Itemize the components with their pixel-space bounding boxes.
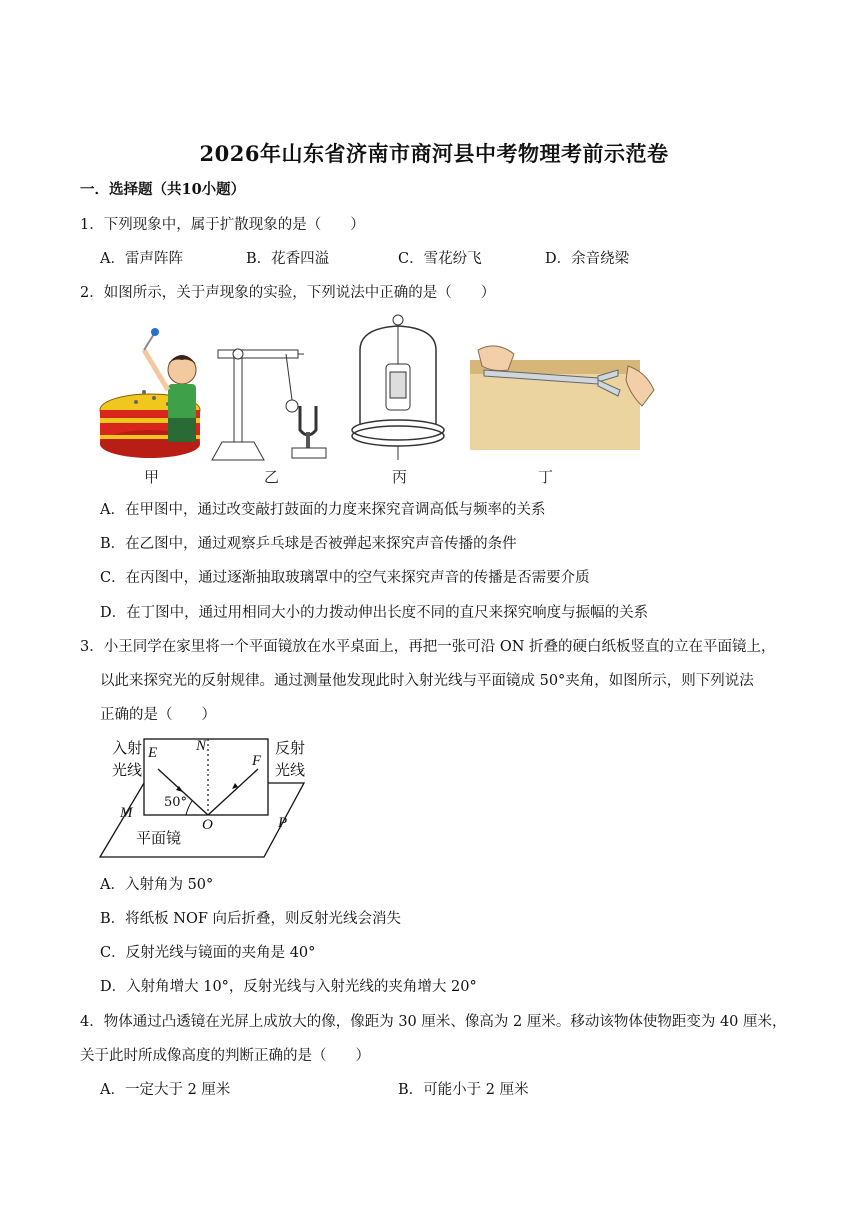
q2-option-a[interactable]: A．在甲图中，通过改变敲打鼓面的力度来探究音调高低与频率的关系: [100, 502, 546, 518]
q1-option-a[interactable]: A．雷声阵阵: [100, 251, 183, 267]
q1-option-c[interactable]: C．雪花纷飞: [398, 251, 482, 267]
label-o: O: [202, 817, 213, 833]
question-3-stem-line-1: 3．小王同学在家里将一个平面镜放在水平桌面上，再把一张可沿 ON 折叠的硬白纸板竖直的立在平面镜上，: [80, 639, 776, 655]
fig-label-yi: 乙: [264, 468, 280, 486]
q4-option-a[interactable]: A．一定大于 2 厘米: [100, 1082, 231, 1098]
q4-option-b[interactable]: B．可能小于 2 厘米: [398, 1082, 529, 1098]
label-p: P: [278, 815, 288, 831]
reflected-ray-label-2: 光线: [275, 761, 306, 779]
q3-option-b[interactable]: B．将纸板 NOF 向后折叠，则反射光线会消失: [100, 911, 402, 927]
angle-label: 50°: [164, 795, 188, 810]
question-3-stem-line-2: 以此来探究光的反射规律。通过测量他发现此时入射光线与平面镜成 50°夹角，如图所示，则下列说法: [100, 673, 754, 689]
q3-option-d[interactable]: D．入射角增大 10°，反射光线与入射光线的夹角增大 20°: [100, 979, 477, 995]
q2-option-d[interactable]: D．在丁图中，通过用相同大小的力拨动伸出长度不同的直尺来探究响度与振幅的关系: [100, 605, 649, 621]
q3-option-c[interactable]: C．反射光线与镜面的夹角是 40°: [100, 945, 316, 961]
question-3-stem-line-3: 正确的是（ ）: [100, 707, 216, 723]
question-2-stem: 2．如图所示，关于声现象的实验，下列说法中正确的是（ ）: [80, 285, 496, 301]
question-4-stem-line-2: 关于此时所成像高度的判断正确的是（ ）: [80, 1048, 370, 1064]
ruler-experiment-illustration: [470, 346, 654, 450]
page-title: 2026年山东省济南市商河县中考物理考前示范卷: [199, 141, 669, 166]
q1-option-b[interactable]: B．花香四溢: [246, 251, 330, 267]
q1-option-d[interactable]: D．余音绕梁: [545, 251, 630, 267]
fig-label-jia: 甲: [144, 468, 160, 486]
bell-jar-experiment-illustration: [352, 315, 444, 460]
question-4-stem-line-1: 4．物体通过凸透镜在光屏上成放大的像，像距为 30 厘米、像高为 2 厘米。移动该物体使物距变为 40 厘米，: [80, 1014, 787, 1030]
drum-experiment-illustration: [100, 328, 200, 458]
q3-option-a[interactable]: A．入射角为 50°: [100, 877, 214, 893]
incident-ray-label-2: 光线: [112, 761, 143, 779]
label-m: M: [120, 805, 133, 821]
section-heading: 一．选择题（共10小题）: [80, 181, 246, 198]
incident-ray-label-1: 入射: [112, 739, 143, 757]
fig-label-ding: 丁: [538, 468, 554, 486]
question-1-options: [100, 249, 780, 269]
question-1-stem: 1．下列现象中，属于扩散现象的是（ ）: [80, 217, 365, 233]
reflected-ray-label-1: 反射: [275, 739, 306, 757]
label-e: E: [148, 745, 158, 761]
sound-experiments-illustration: [98, 310, 658, 490]
sound-experiments-figure: [98, 310, 658, 490]
q2-option-b[interactable]: B．在乙图中，通过观察乒乓球是否被弹起来探究声音传播的条件: [100, 536, 517, 552]
label-f: F: [252, 753, 262, 769]
fig-label-bing: 丙: [392, 468, 408, 486]
q2-option-c[interactable]: C．在丙图中，通过逐渐抽取玻璃罩中的空气来探究声音的传播是否需要介质: [100, 570, 590, 586]
question-4-options: [100, 1080, 700, 1100]
tuning-fork-experiment-illustration: [212, 349, 326, 460]
reflection-diagram: [98, 733, 318, 863]
mirror-label: 平面镜: [136, 829, 182, 847]
label-n: N: [196, 738, 207, 754]
